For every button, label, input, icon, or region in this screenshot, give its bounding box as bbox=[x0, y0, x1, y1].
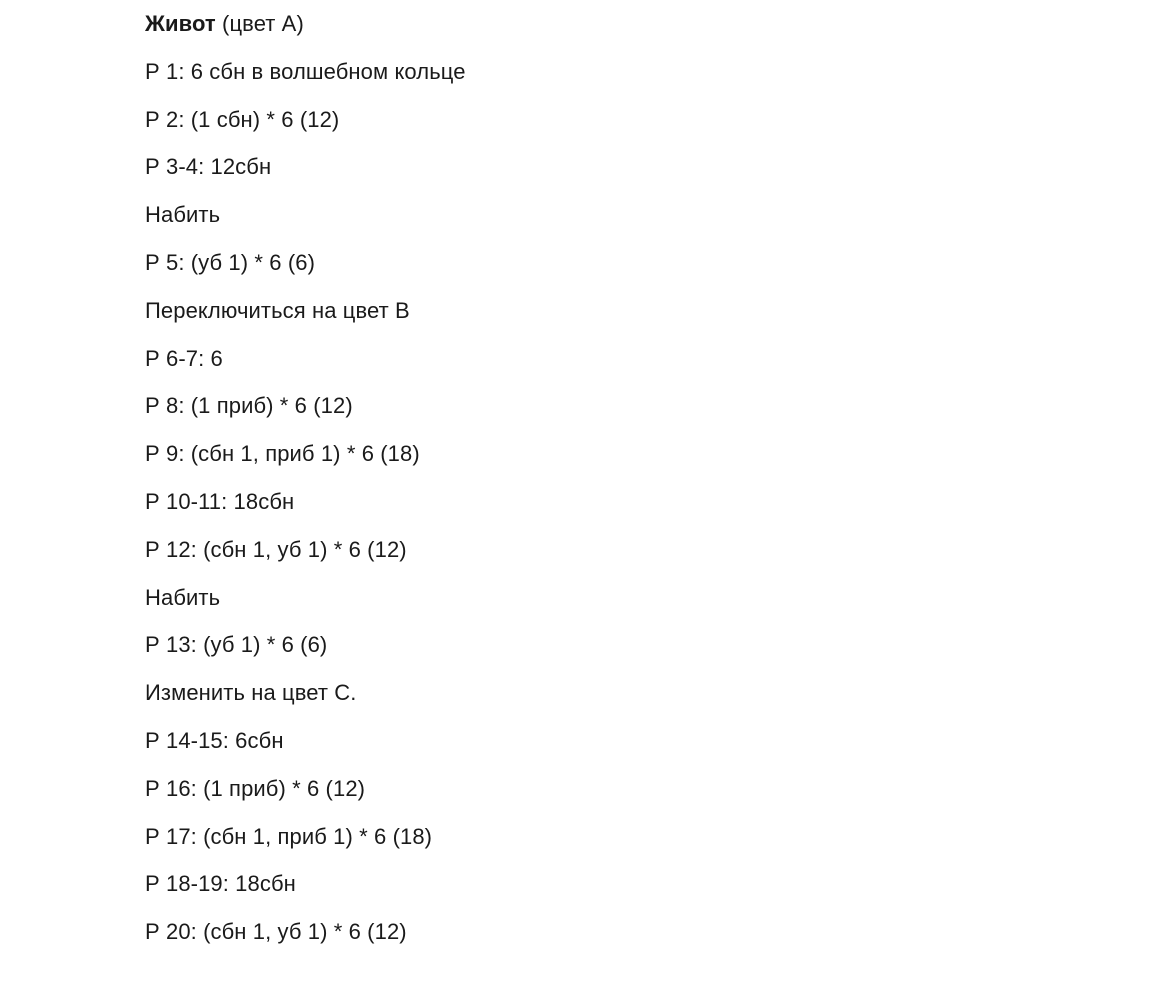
pattern-row: Р 14-15: 6сбн bbox=[145, 727, 284, 753]
pattern-row: Р 13: (уб 1) * 6 (6) bbox=[145, 632, 328, 658]
heading-bold: Живот bbox=[145, 11, 216, 36]
pattern-row: Р 9: (сбн 1, приб 1) * 6 (18) bbox=[145, 441, 420, 467]
instruction-line: Переключиться на цвет В bbox=[145, 297, 410, 323]
pattern-row: Р 8: (1 приб) * 6 (12) bbox=[145, 393, 353, 419]
pattern-row: Р 6-7: 6 bbox=[145, 345, 223, 371]
pattern-row: Р 17: (сбн 1, приб 1) * 6 (18) bbox=[145, 823, 433, 849]
pattern-row: Р 16: (1 приб) * 6 (12) bbox=[145, 775, 366, 801]
heading-color-note: (цвет А) bbox=[215, 11, 304, 36]
pattern-row: Р 3-4: 12сбн bbox=[145, 154, 272, 180]
pattern-row: Р 2: (1 сбн) * 6 (12) bbox=[145, 106, 340, 132]
pattern-row: Р 18-19: 18сбн bbox=[145, 871, 296, 897]
pattern-row: Р 10-11: 18сбн bbox=[145, 488, 295, 514]
instruction-line: Изменить на цвет С. bbox=[145, 680, 357, 706]
section-heading bbox=[145, 0, 1125, 48]
document-body bbox=[145, 0, 1125, 956]
pattern-row: Р 1: 6 сбн в волшебном кольце bbox=[145, 58, 466, 84]
instruction-line: Набить bbox=[145, 584, 221, 610]
pattern-row: Р 5: (уб 1) * 6 (6) bbox=[145, 249, 316, 275]
pattern-row: Р 12: (сбн 1, уб 1) * 6 (12) bbox=[145, 536, 407, 562]
instruction-line: Набить bbox=[145, 202, 221, 228]
pattern-row: Р 20: (сбн 1, уб 1) * 6 (12) bbox=[145, 919, 407, 945]
